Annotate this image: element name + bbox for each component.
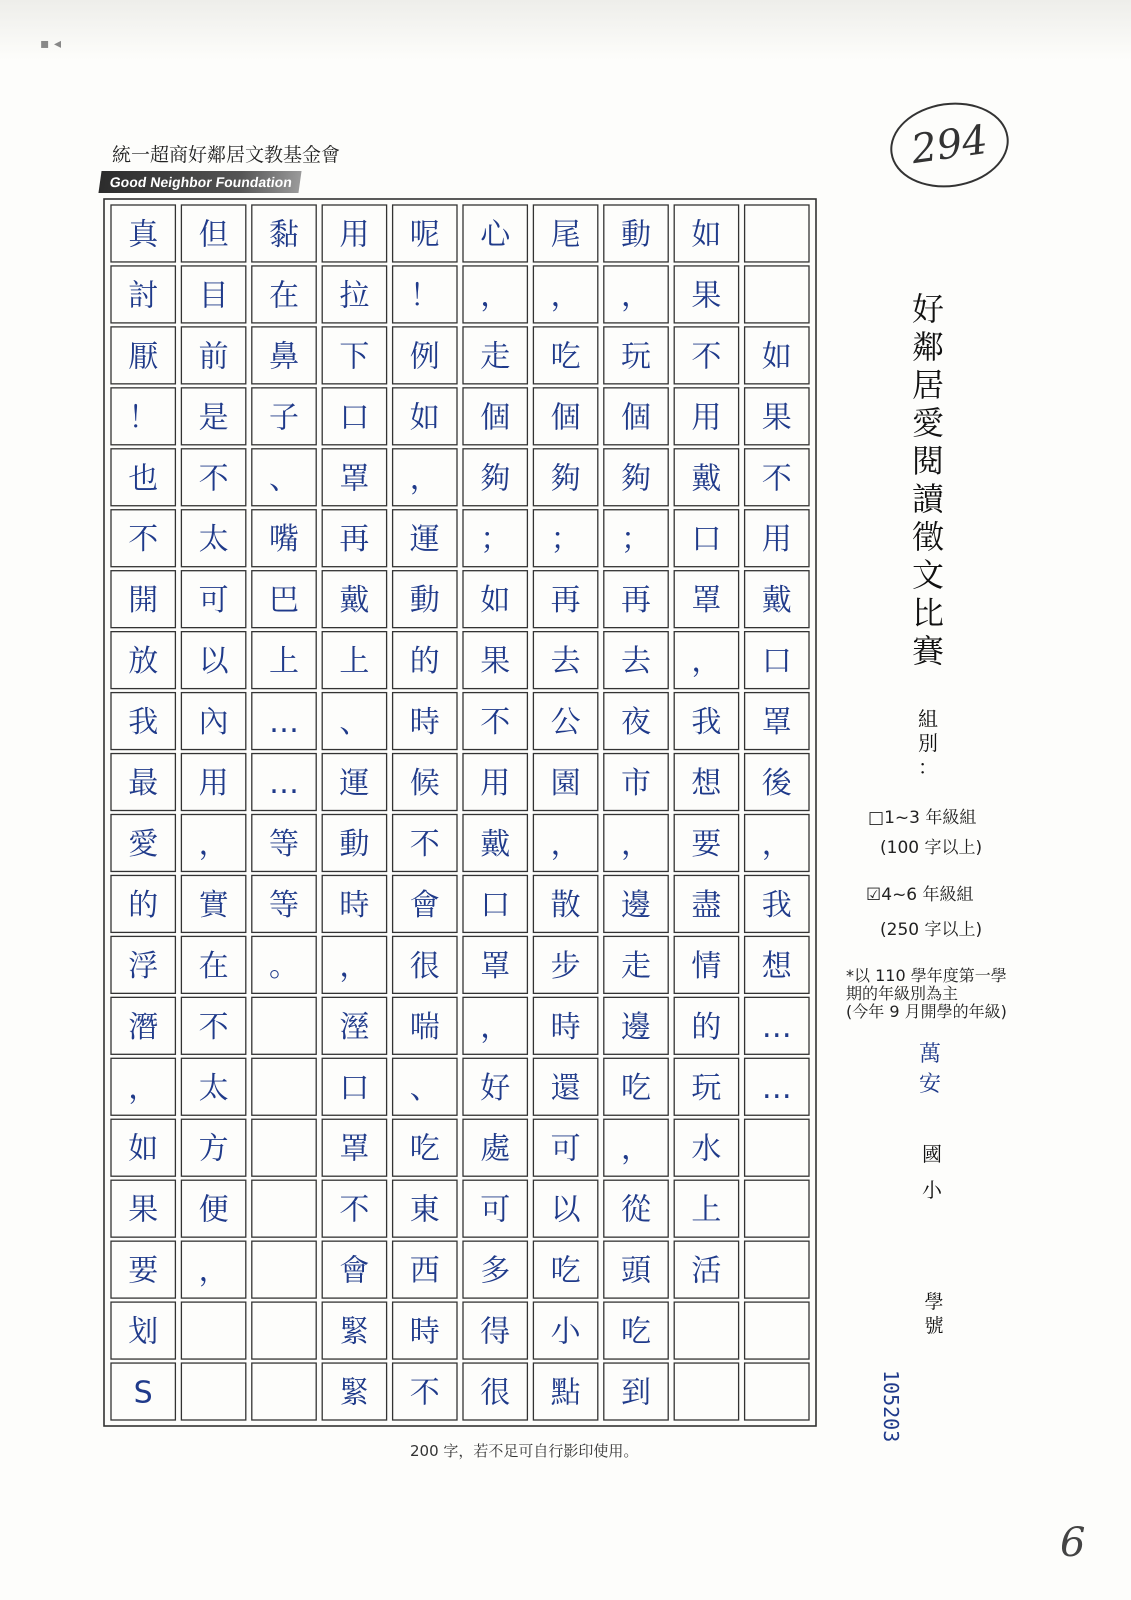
essay-char: 、 [269, 461, 299, 497]
essay-char: ， [480, 1009, 511, 1045]
title-col-char: 讀 [911, 480, 944, 518]
essay-char: 園 [550, 766, 581, 802]
group-label-char: 別 [918, 731, 938, 755]
essay-char: 運 [339, 766, 370, 802]
handwritten-number: 294 [885, 95, 1015, 195]
essay-char: 吃 [621, 1314, 651, 1350]
grid-frame [104, 199, 816, 1426]
essay-char: 到 [621, 1375, 651, 1411]
essay-char: ， [128, 1070, 159, 1106]
essay-char: 要 [691, 826, 722, 862]
essay-char: 下 [339, 339, 370, 375]
essay-char: 戴 [339, 583, 370, 619]
essay-char: ， [761, 826, 792, 862]
title-col-char: 比 [911, 594, 944, 632]
essay-char: ； [550, 522, 581, 558]
essay-char: 罩 [339, 1131, 370, 1167]
grid-cell [252, 1363, 316, 1420]
essay-char: 溼 [339, 1009, 370, 1045]
essay-char: 罩 [480, 948, 511, 984]
essay-char: 再 [550, 583, 581, 619]
essay-char: 但 [198, 217, 229, 253]
essay-char: ， [621, 1131, 651, 1167]
essay-char: 很 [409, 948, 440, 984]
essay-char: 散 [550, 887, 581, 923]
essay-char: 吃 [550, 1253, 581, 1289]
essay-char: 夜 [621, 705, 651, 741]
essay-char: 浮 [128, 948, 159, 984]
essay-char: ， [339, 948, 370, 984]
essay-char: 鼻 [269, 339, 299, 375]
essay-char: 如 [761, 339, 792, 375]
essay-char: 處 [480, 1131, 511, 1167]
essay-char: … [761, 1009, 792, 1045]
title-col-char: 賽 [911, 632, 944, 670]
essay-char: 上 [339, 644, 370, 680]
essay-char: 可 [198, 583, 229, 619]
title-col-char: 居 [911, 366, 944, 404]
grid-cell [674, 1363, 738, 1420]
essay-char: 拉 [339, 278, 370, 314]
essay-char: 邊 [621, 887, 651, 923]
essay-char: 用 [691, 400, 722, 436]
essay-char: 緊 [339, 1375, 370, 1411]
essay-char: 。 [269, 948, 299, 984]
essay-char: 最 [128, 766, 159, 802]
essay-char: 便 [198, 1192, 229, 1228]
essay-char: 從 [621, 1192, 651, 1228]
page-number: 6 [1060, 1520, 1086, 1566]
essay-char: 愛 [128, 826, 159, 862]
essay-char: 想 [761, 948, 792, 984]
title-col-char: 好 [911, 290, 944, 328]
essay-char: 在 [198, 948, 229, 984]
grid-cell [252, 1119, 316, 1176]
essay-char: 果 [761, 400, 792, 436]
essay-char: ！ [409, 278, 440, 314]
grid-cell [745, 1241, 809, 1298]
essay-char: … [269, 705, 299, 741]
essay-char: 也 [128, 461, 159, 497]
essay-char: 如 [691, 217, 722, 253]
grid-cell [745, 1119, 809, 1176]
essay-char: ， [409, 461, 440, 497]
essay-char: 吃 [409, 1131, 440, 1167]
essay-char: ， [198, 826, 229, 862]
essay-char: 在 [269, 278, 299, 314]
essay-char: 的 [409, 644, 440, 680]
essay-char: 再 [621, 583, 651, 619]
essay-char: 尾 [550, 217, 581, 253]
grid-cell [252, 1241, 316, 1298]
essay-char: … [269, 766, 299, 802]
essay-char: 不 [198, 1009, 229, 1045]
essay-char: 去 [550, 644, 581, 680]
essay-char: 候 [409, 766, 440, 802]
essay-char: 不 [480, 705, 511, 741]
option-grade-4-6-note: (250 字以上) [880, 920, 983, 940]
grid-cell [252, 997, 316, 1054]
grid-cell [181, 1363, 245, 1420]
essay-char: 划 [128, 1314, 159, 1350]
essay-char: 不 [761, 461, 792, 497]
grid-cell [745, 1363, 809, 1420]
grid-cell [252, 1058, 316, 1115]
option-grade-4-6[interactable]: ☑4~6 年級組 [866, 885, 974, 905]
essay-char: 邊 [621, 1009, 651, 1045]
essay-char: 太 [198, 1070, 229, 1106]
essay-char: 動 [339, 826, 370, 862]
essay-char: 用 [198, 766, 229, 802]
essay-char: 不 [691, 339, 722, 375]
essay-char: 罩 [339, 461, 370, 497]
essay-char: 罩 [761, 705, 792, 741]
essay-char: 水 [691, 1131, 722, 1167]
essay-char: ； [480, 522, 511, 558]
essay-char: 戴 [480, 826, 511, 862]
essay-char: 動 [409, 583, 440, 619]
essay-char: 個 [621, 400, 651, 436]
essay-char: 上 [269, 644, 299, 680]
essay-char: 個 [480, 400, 511, 436]
essay-char: 情 [691, 948, 722, 984]
essay-char: 如 [480, 583, 511, 619]
essay-char: 潛 [128, 1009, 159, 1045]
essay-char: 還 [550, 1070, 581, 1106]
essay-char: 太 [198, 522, 229, 558]
essay-char: 實 [198, 887, 229, 923]
grid-cell [745, 1302, 809, 1359]
essay-char: 等 [269, 887, 299, 923]
essay-char: 玩 [691, 1070, 722, 1106]
essay-char: ； [621, 522, 651, 558]
essay-char: ， [480, 278, 511, 314]
essay-char: 不 [409, 826, 440, 862]
essay-char: 、 [339, 705, 370, 741]
title-col-char: 愛 [911, 404, 944, 442]
essay-char: 得 [480, 1314, 511, 1350]
essay-char: ， [621, 826, 651, 862]
essay-char: 喘 [409, 1009, 440, 1045]
title-col-char: 閱 [911, 442, 944, 480]
essay-char: 公 [550, 705, 581, 741]
essay-char: 要 [128, 1253, 159, 1289]
essay-char: 緊 [339, 1314, 370, 1350]
essay-char: 是 [198, 400, 229, 436]
essay-char: 用 [339, 217, 370, 253]
essay-char: 多 [480, 1253, 511, 1289]
essay-char: 口 [691, 522, 722, 558]
option-grade-1-3-note: (100 字以上) [880, 838, 983, 858]
essay-char: 放 [128, 644, 159, 680]
essay-char: 頭 [621, 1253, 651, 1289]
essay-char: 口 [339, 400, 370, 436]
essay-char: 想 [691, 766, 722, 802]
group-label-char: 組 [918, 707, 938, 731]
essay-char: 再 [339, 522, 370, 558]
school-type-label: 國 小 [922, 1142, 942, 1202]
essay-char: 可 [480, 1192, 511, 1228]
grid-cell [252, 1302, 316, 1359]
essay-char: 戴 [691, 461, 722, 497]
essay-char: 夠 [550, 461, 581, 497]
essay-char: 黏 [269, 217, 299, 253]
essay-char: 巴 [269, 583, 299, 619]
essay-char: 以 [198, 644, 229, 680]
title-col-char: 文 [911, 556, 944, 594]
essay-char: 、 [409, 1070, 440, 1106]
essay-char: 時 [409, 705, 440, 741]
essay-char: 子 [269, 400, 299, 436]
grid-cell [252, 1180, 316, 1237]
footer-note: 200 字，若不足可自行影印使用。 [410, 1442, 639, 1460]
essay-char: 前 [198, 339, 229, 375]
school-name-handwritten: 萬 安 [918, 1042, 941, 1097]
title-col-char: 鄰 [911, 328, 944, 366]
essay-char: 玩 [621, 339, 651, 375]
essay-char: 的 [691, 1009, 722, 1045]
essay-char: ， [621, 278, 651, 314]
essay-char: 罩 [691, 583, 722, 619]
essay-char: 夠 [621, 461, 651, 497]
essay-char: 時 [339, 887, 370, 923]
essay-char: ， [550, 278, 581, 314]
essay-char: 動 [621, 217, 651, 253]
essay-char: 口 [339, 1070, 370, 1106]
essay-char: 我 [128, 705, 159, 741]
essay-char: 內 [198, 705, 229, 741]
essay-char: 會 [409, 887, 440, 923]
essay-char: 小 [550, 1314, 581, 1350]
essay-char: ， [198, 1253, 229, 1289]
essay-char: 目 [198, 278, 229, 314]
essay-char: 夠 [480, 461, 511, 497]
essay-char: 很 [480, 1375, 511, 1411]
essay-char: S [133, 1375, 153, 1411]
grid-cell [181, 1302, 245, 1359]
foundation-name-cn: 統一超商好鄰居文教基金會 [112, 144, 341, 166]
essay-char: 吃 [550, 339, 581, 375]
essay-char: 東 [409, 1192, 440, 1228]
essay-char: 真 [128, 217, 159, 253]
essay-char: 好 [480, 1070, 511, 1106]
essay-char: 去 [621, 644, 651, 680]
grid-cell [745, 1180, 809, 1237]
student-id-value: 105203 [879, 1370, 903, 1443]
essay-char: 嘴 [269, 522, 299, 558]
essay-char: 口 [480, 887, 511, 923]
foundation-name-en: Good Neighbor Foundation [98, 171, 301, 193]
essay-char: 呢 [409, 217, 440, 253]
essay-char: 等 [269, 826, 299, 862]
essay-char: 開 [128, 583, 159, 619]
essay-char: … [761, 1070, 792, 1106]
essay-char: 不 [339, 1192, 370, 1228]
essay-char: 時 [409, 1314, 440, 1350]
essay-char: 盡 [691, 887, 722, 923]
grid-cell [674, 1302, 738, 1359]
essay-char: 戴 [761, 583, 792, 619]
essay-char: 用 [761, 522, 792, 558]
group-label [913, 707, 943, 779]
essay-char: 口 [761, 644, 792, 680]
essay-char: 的 [128, 887, 159, 923]
essay-char: 可 [550, 1131, 581, 1167]
essay-char: 步 [550, 948, 581, 984]
essay-char: 果 [691, 278, 722, 314]
essay-char: 以 [550, 1192, 581, 1228]
essay-char: 西 [409, 1253, 440, 1289]
essay-char: 會 [339, 1253, 370, 1289]
essay-char: 例 [409, 339, 440, 375]
essay-char: 心 [480, 217, 511, 253]
option-grade-1-3[interactable]: □1~3 年級組 [868, 808, 977, 828]
student-id-label: 學 號 [924, 1291, 944, 1337]
essay-char: ， [550, 826, 581, 862]
essay-char: 厭 [128, 339, 159, 375]
essay-char: 我 [761, 887, 792, 923]
essay-char: 個 [550, 400, 581, 436]
essay-char: 活 [691, 1253, 722, 1289]
grid-cell [745, 266, 809, 323]
essay-char: ， [691, 644, 722, 680]
essay-char: 不 [198, 461, 229, 497]
essay-char: 走 [621, 948, 651, 984]
essay-char: 果 [128, 1192, 159, 1228]
essay-char: 討 [128, 278, 159, 314]
grid-cell [745, 205, 809, 262]
title-col-char: 徵 [911, 518, 944, 556]
essay-char: 用 [480, 766, 511, 802]
essay-char: 果 [480, 644, 511, 680]
grade-note: *以 110 學年度第一學 期的年級別為主 (今年 9 月開學的年級) [846, 966, 1007, 1021]
essay-char: 不 [128, 522, 159, 558]
essay-char: 走 [480, 339, 511, 375]
essay-char: 後 [761, 766, 792, 802]
essay-char: ！ [128, 400, 159, 436]
group-label-char: ： [918, 755, 938, 779]
essay-char: 方 [198, 1131, 229, 1167]
essay-char: 點 [550, 1375, 581, 1411]
scan-mark: ▪ ◂ [40, 36, 61, 52]
essay-char: 運 [409, 522, 440, 558]
essay-char: 我 [691, 705, 722, 741]
essay-char: 市 [621, 766, 651, 802]
essay-char: 吃 [621, 1070, 651, 1106]
essay-char: 如 [128, 1131, 159, 1167]
contest-title [903, 290, 953, 670]
essay-char: 時 [550, 1009, 581, 1045]
essay-char: 不 [409, 1375, 440, 1411]
essay-char: 如 [409, 400, 440, 436]
essay-char: 上 [691, 1192, 722, 1228]
